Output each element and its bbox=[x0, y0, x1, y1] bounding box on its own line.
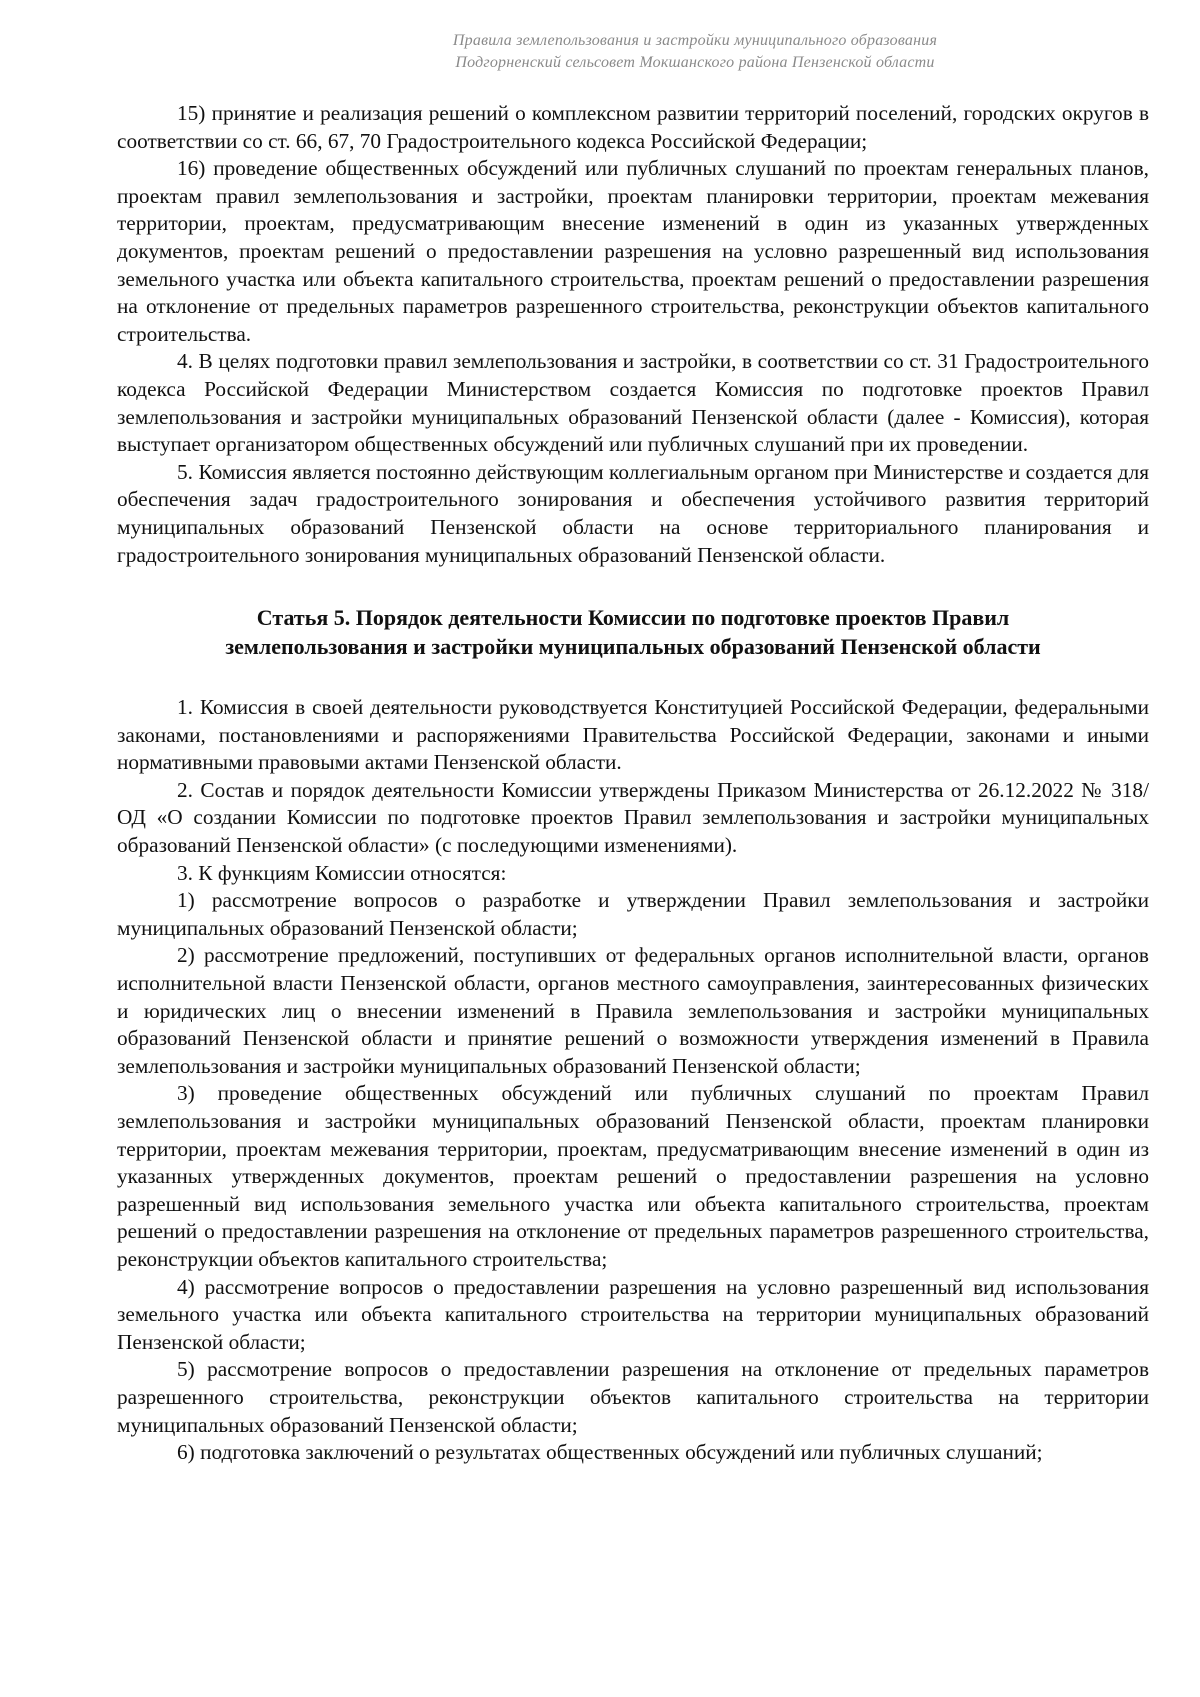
paragraph-point-5: 5. Комиссия является постоянно действующим коллегиальным органом при Министерстве и создается для обеспечения задач градостроительного зонирования и обеспечения устойчивого развития территорий муниципальных образований Пензенской области на основе территориального планирования и градостроительного зонирования муниципальных образований Пензенской области. bbox=[117, 459, 1149, 567]
paragraph-article-point-2: 2. Состав и порядок деятельности Комиссии утверждены Приказом Министерства от 26.12.2022 № 318/ОД «О создании Комиссии по подготовке проектов Правил землепользования и застройки муниципальных образований Пензенской области» (с последующими изменениями). bbox=[117, 777, 1149, 858]
paragraph-point-4: 4. В целях подготовки правил землепользования и застройки, в соответствии со ст. 31 Градостроительного кодекса Российской Федерации Министерством создается Комиссия по подготовке проектов Правил землепользования и застройки муниципальных образований Пензенской области (далее - Комиссия), которая выступает организатором общественных обсуждений или публичных слушаний при их проведении. bbox=[117, 349, 1149, 457]
running-header bbox=[0, 30, 1200, 74]
paragraph-item-15: 15) принятие и реализация решений о комплексном развитии территорий поселений, городских округов в соответствии со ст. 66, 67, 70 Градостроительного кодекса Российской Федерации; bbox=[117, 101, 1149, 153]
paragraph-function-1: 1) рассмотрение вопросов о разработке и утверждении Правил землепользования и застройки муниципальных образований Пензенской области; bbox=[117, 888, 1149, 940]
paragraph-function-5: 5) рассмотрение вопросов о предоставлении разрешения на отклонение от предельных параметров разрешенного строительства, реконструкции объектов капитального строительства на территории муниципальных образований Пензенской области; bbox=[117, 1357, 1149, 1437]
paragraph-article-point-3: 3. К функциям Комиссии относятся: bbox=[177, 860, 507, 885]
running-header-line-2: Подгорненский сельсовет Мокшанского района Пензенской области bbox=[455, 54, 935, 71]
article-title-line-1: Статья 5. Порядок деятельности Комиссии по подготовке проектов Правил bbox=[256, 605, 1010, 631]
running-header-line-1: Правила землепользования и застройки муниципального образования bbox=[452, 32, 938, 49]
paragraph-function-6: 6) подготовка заключений о результатах общественных обсуждений или публичных слушаний; bbox=[177, 1440, 1043, 1465]
paragraph-article-point-1: 1. Комиссия в своей деятельности руководствуется Конституцией Российской Федерации, федеральными законами, постановлениями и распоряжениями Правительства Российской Федерации, законами и иными нормативными правовыми актами Пензенской области. bbox=[117, 695, 1149, 775]
document-body bbox=[117, 100, 1149, 1467]
paragraph-function-4: 4) рассмотрение вопросов о предоставлении разрешения на условно разрешенный вид использования земельного участка или объекта капитального строительства на территории муниципальных образований Пензенской области; bbox=[117, 1274, 1149, 1354]
paragraph-function-2: 2) рассмотрение предложений, поступивших от федеральных органов исполнительной власти, органов исполнительной власти Пензенской области, органов местного самоуправления, заинтересованных физических и юридических лиц о внесении изменений в Правила землепользования и застройки муниципальных образований Пензенской области и принятие решений о возможности утверждения изменений в Правила землепользования и застройки муниципальных образований Пензенской области; bbox=[117, 943, 1149, 1078]
article-5-title bbox=[117, 603, 1149, 661]
paragraph-item-16: 16) проведение общественных обсуждений или публичных слушаний по проектам генеральных планов, проектам правил землепользования и застройки, проектам планировки территории, проектам межевания территории, проектам, предусматривающим внесение изменений в один из указанных утвержденных документов, проектам решений о предоставлении разрешения на условно разрешенный вид использования земельного участка или объекта капитального строительства, проектам решений о предоставлении разрешения на отклонение от предельных параметров разрешенного строительства, реконструкции объектов капитального строительства. bbox=[117, 156, 1149, 346]
article-title-line-2: землепользования и застройки муниципальных образований Пензенской области bbox=[225, 634, 1041, 660]
paragraph-function-3: 3) проведение общественных обсуждений или публичных слушаний по проектам Правил землепользования и застройки муниципальных образований Пензенской области, проектам планировки территории, проектам межевания территории, проектам, предусматривающим внесение изменений в один из указанных утвержденных документов, проектам решений о предоставлении разрешения на условно разрешенный вид использования земельного участка или объекта капитального строительства, проектам решений о предоставлении разрешения на отклонение от предельных параметров разрешенного строительства, реконструкции объектов капитального строительства; bbox=[117, 1081, 1149, 1271]
